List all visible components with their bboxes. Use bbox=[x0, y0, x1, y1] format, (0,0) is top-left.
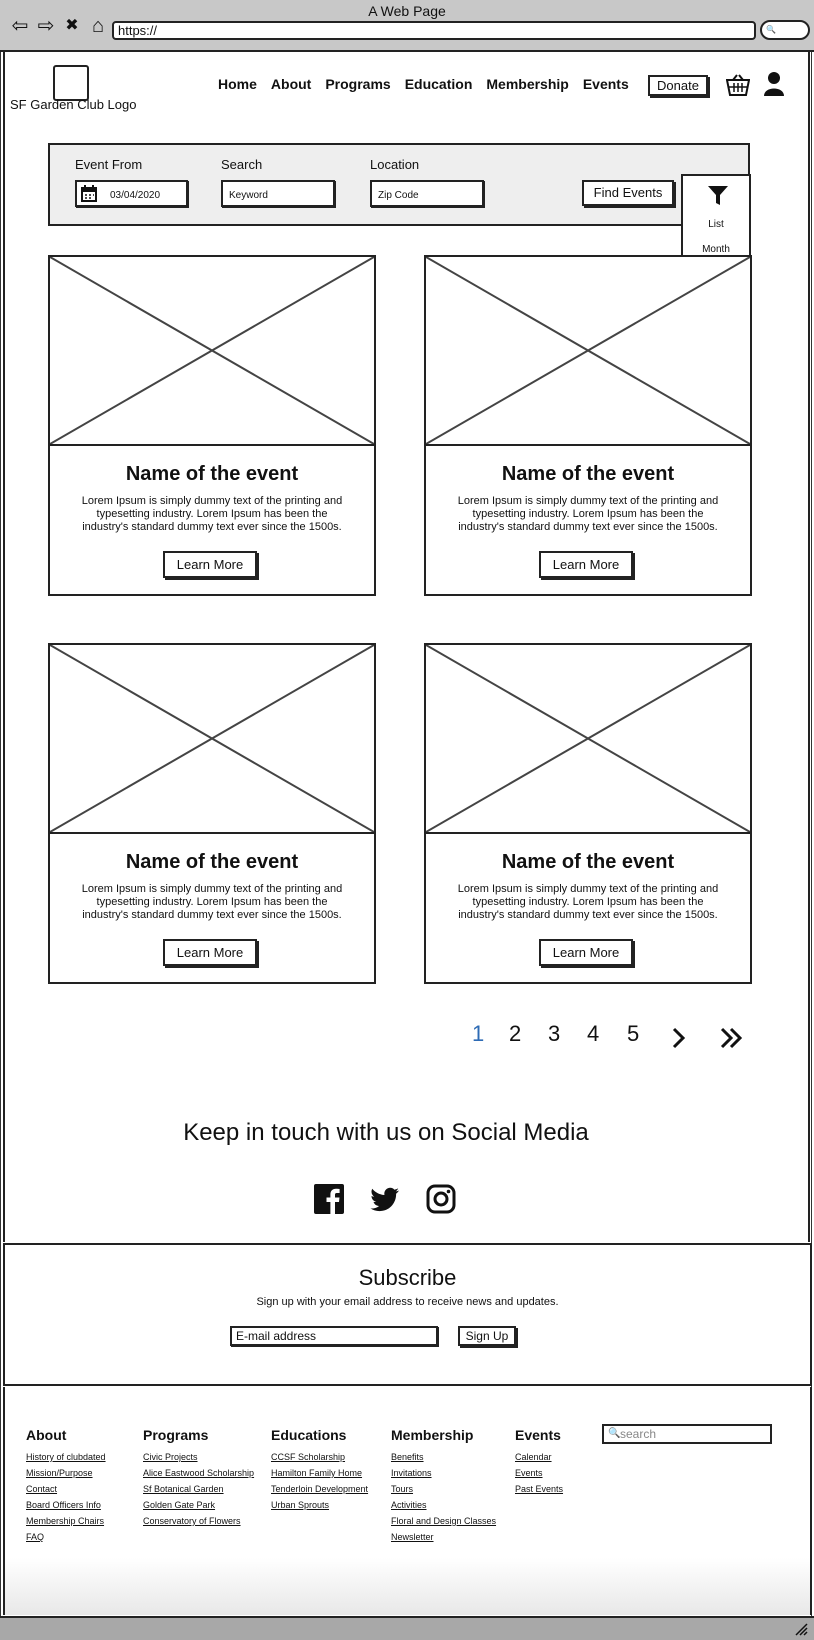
browser-titlebar bbox=[0, 0, 814, 52]
event-description: Lorem Ipsum is simply dummy text of the printing and typesetting industry. Lorem Ipsum has been the industry's standard dummy text ever since the 1500s. bbox=[457, 883, 719, 921]
footer-heading: Educations bbox=[271, 1427, 347, 1443]
page-4[interactable]: 4 bbox=[587, 1021, 600, 1046]
event-card bbox=[48, 643, 376, 984]
event-name: Name of the event bbox=[501, 851, 675, 873]
find-events-button[interactable]: Find Events bbox=[582, 180, 674, 206]
calendar-icon bbox=[81, 185, 97, 202]
event-description: Lorem Ipsum is simply dummy text of the printing and typesetting industry. Lorem Ipsum has been the industry's standard dummy text ever since the 1500s. bbox=[81, 883, 343, 921]
location-label: Location bbox=[370, 157, 420, 172]
nav-programs[interactable]: Programs bbox=[325, 76, 391, 92]
resize-handle-icon[interactable] bbox=[794, 1622, 808, 1636]
footer-search-placeholder: search bbox=[620, 1427, 657, 1441]
main-nav bbox=[218, 76, 629, 92]
event-name: Name of the event bbox=[125, 463, 299, 485]
last-page-icon[interactable] bbox=[720, 1027, 744, 1049]
footer-column-about bbox=[26, 1427, 106, 1545]
sign-up-button[interactable]: Sign Up bbox=[458, 1326, 516, 1346]
nav-membership[interactable]: Membership bbox=[486, 76, 569, 92]
footer-link[interactable]: Floral and Design Classes bbox=[391, 1516, 497, 1526]
event-name: Name of the event bbox=[501, 463, 675, 485]
instagram-icon[interactable] bbox=[426, 1184, 456, 1214]
forward-icon[interactable]: ⇨ bbox=[37, 15, 55, 37]
search-icon: 🔍 bbox=[766, 25, 776, 34]
event-card bbox=[48, 255, 376, 596]
view-list[interactable]: List bbox=[708, 219, 724, 230]
event-image-placeholder bbox=[426, 257, 750, 446]
learn-more-button[interactable]: Learn More bbox=[539, 551, 633, 578]
footer-link[interactable]: FAQ bbox=[26, 1532, 45, 1542]
footer-link[interactable]: Urban Sprouts bbox=[271, 1500, 330, 1510]
footer-link[interactable]: Tenderloin Development bbox=[271, 1484, 369, 1494]
page-border-right bbox=[808, 52, 810, 1242]
event-description: Lorem Ipsum is simply dummy text of the printing and typesetting industry. Lorem Ipsum has been the industry's standard dummy text ever since the 1500s. bbox=[457, 495, 719, 533]
footer-link[interactable]: Calendar bbox=[515, 1452, 552, 1462]
footer-link[interactable]: Membership Chairs bbox=[26, 1516, 105, 1526]
logo-text: SF Garden Club Logo bbox=[10, 97, 137, 112]
email-field[interactable]: E-mail address bbox=[230, 1326, 438, 1346]
social-heading: Keep in touch with us on Social Media bbox=[183, 1119, 589, 1146]
nav-home[interactable]: Home bbox=[218, 76, 257, 92]
window-title: A Web Page bbox=[368, 3, 446, 19]
logo[interactable] bbox=[53, 65, 89, 101]
footer-column-events bbox=[515, 1427, 563, 1497]
facebook-icon[interactable] bbox=[314, 1184, 344, 1214]
footer-column-educations bbox=[271, 1427, 368, 1513]
learn-more-button[interactable]: Learn More bbox=[539, 939, 633, 966]
subscribe-title: Subscribe bbox=[358, 1265, 457, 1290]
footer-heading: Events bbox=[515, 1427, 561, 1443]
search-icon: 🔍 bbox=[608, 1428, 621, 1439]
user-icon[interactable] bbox=[763, 72, 785, 96]
footer-link[interactable]: Contact bbox=[26, 1484, 58, 1494]
keyword-input[interactable]: Keyword bbox=[221, 180, 335, 207]
footer-heading: Membership bbox=[391, 1427, 474, 1443]
footer-link[interactable]: Benefits bbox=[391, 1452, 424, 1462]
page-border-left bbox=[3, 52, 5, 1242]
footer-link[interactable]: Mission/Purpose bbox=[26, 1468, 93, 1478]
event-from-input[interactable]: 03/04/2020 bbox=[75, 180, 188, 207]
footer-link[interactable]: CCSF Scholarship bbox=[271, 1452, 346, 1462]
page-5[interactable]: 5 bbox=[627, 1021, 640, 1046]
footer-link[interactable]: Tours bbox=[391, 1484, 414, 1494]
footer-link[interactable]: Newsletter bbox=[391, 1532, 434, 1542]
event-from-label: Event From bbox=[75, 157, 143, 172]
footer-link[interactable]: Conservatory of Flowers bbox=[143, 1516, 241, 1526]
event-image-placeholder bbox=[50, 645, 374, 834]
footer-link[interactable]: Activities bbox=[391, 1500, 427, 1510]
footer-link[interactable]: Civic Projects bbox=[143, 1452, 198, 1462]
page-1[interactable]: 1 bbox=[472, 1021, 485, 1046]
page-2[interactable]: 2 bbox=[509, 1021, 522, 1046]
footer-link[interactable]: Hamilton Family Home bbox=[271, 1468, 363, 1478]
subscribe-section bbox=[3, 1243, 812, 1386]
page-3[interactable]: 3 bbox=[548, 1021, 561, 1046]
close-icon[interactable]: ✖ bbox=[65, 17, 79, 34]
footer-link[interactable]: Board Officers Info bbox=[26, 1500, 101, 1510]
footer-link[interactable]: Events bbox=[515, 1468, 543, 1478]
browser-search-input[interactable] bbox=[760, 20, 810, 40]
footer-search-input[interactable] bbox=[602, 1424, 772, 1444]
browser-statusbar bbox=[0, 1616, 814, 1640]
view-month[interactable]: Month bbox=[702, 244, 730, 255]
nav-events[interactable]: Events bbox=[582, 76, 629, 92]
back-icon[interactable]: ⇦ bbox=[11, 15, 29, 37]
url-bar[interactable]: https:// bbox=[112, 21, 756, 40]
event-image-placeholder bbox=[426, 645, 750, 834]
nav-about[interactable]: About bbox=[270, 76, 312, 92]
footer-link[interactable]: Past Events bbox=[515, 1484, 564, 1494]
search-label: Search bbox=[221, 157, 263, 172]
filter-icon[interactable] bbox=[708, 186, 728, 206]
footer-heading: About bbox=[26, 1427, 67, 1443]
event-card bbox=[424, 643, 752, 984]
twitter-icon[interactable] bbox=[370, 1184, 400, 1214]
footer-link[interactable]: Golden Gate Park bbox=[143, 1500, 216, 1510]
nav-education[interactable]: Education bbox=[404, 76, 473, 92]
learn-more-button[interactable]: Learn More bbox=[163, 551, 257, 578]
footer-column-programs bbox=[143, 1427, 254, 1529]
subscribe-description: Sign up with your email address to receive news and updates. bbox=[256, 1296, 559, 1308]
footer-link[interactable]: History of clubdated bbox=[26, 1452, 106, 1462]
next-page-icon[interactable] bbox=[672, 1027, 686, 1049]
donate-button[interactable]: Donate bbox=[648, 75, 708, 96]
footer-link[interactable]: Alice Eastwood Scholarship bbox=[143, 1468, 255, 1478]
footer-link[interactable]: Sf Botanical Garden bbox=[143, 1484, 224, 1494]
event-name: Name of the event bbox=[125, 851, 299, 873]
footer-heading: Programs bbox=[143, 1427, 209, 1443]
cart-icon[interactable] bbox=[726, 74, 750, 96]
zip-code-input[interactable]: Zip Code bbox=[370, 180, 484, 207]
footer-column-membership bbox=[391, 1427, 496, 1545]
footer-link[interactable]: Invitations bbox=[391, 1468, 432, 1478]
event-card bbox=[424, 255, 752, 596]
learn-more-button[interactable]: Learn More bbox=[163, 939, 257, 966]
event-description: Lorem Ipsum is simply dummy text of the printing and typesetting industry. Lorem Ipsum has been the industry's standard dummy text ever since the 1500s. bbox=[81, 495, 343, 533]
home-icon[interactable]: ⌂ bbox=[91, 15, 105, 37]
event-image-placeholder bbox=[50, 257, 374, 446]
